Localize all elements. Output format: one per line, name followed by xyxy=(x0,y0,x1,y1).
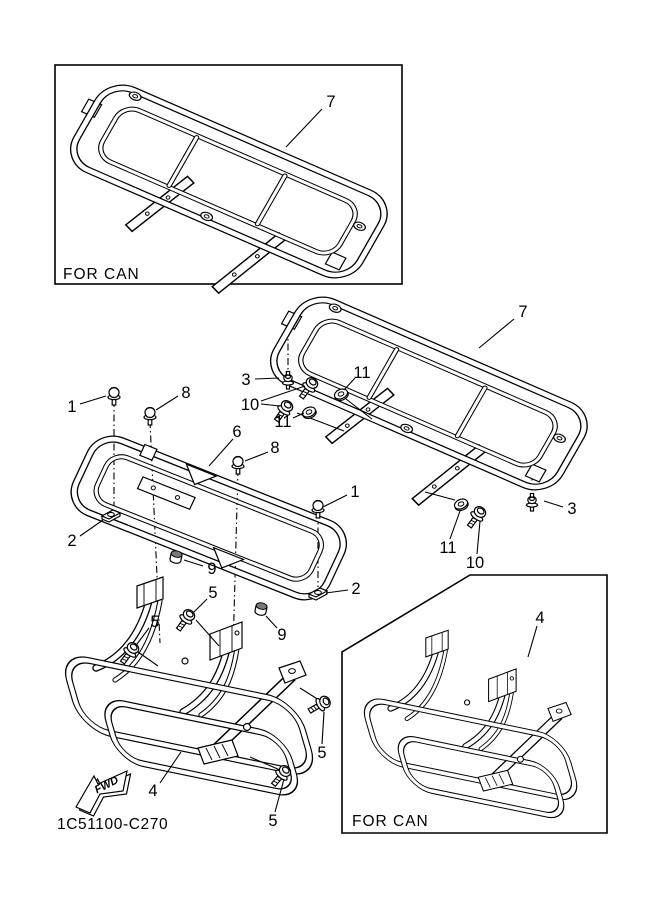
damper-9-right xyxy=(254,602,267,616)
callout-front-rack-6: 6 xyxy=(232,423,242,441)
callout-bumper-can-4: 4 xyxy=(535,609,545,627)
callout-bolt-1-right: 1 xyxy=(350,483,360,501)
bolt-3-right xyxy=(527,494,538,512)
callout-washer-11-mid-bottom: 11 xyxy=(274,413,292,431)
rear-carrier-rack-7-can xyxy=(29,76,394,330)
callout-bolt-5-top: 5 xyxy=(208,584,218,602)
callout-bolt-8-right: 8 xyxy=(270,439,280,457)
callout-bumper-4: 4 xyxy=(148,782,158,800)
callout-bolt-3-right: 3 xyxy=(567,500,577,518)
callout-bolt-10-right: 10 xyxy=(465,554,485,572)
fwd-label: FWD xyxy=(92,774,121,797)
fwd-direction-arrow xyxy=(76,771,131,816)
callout-bolt-5-bottom: 5 xyxy=(268,812,278,830)
clip-nut-2-right xyxy=(309,588,327,600)
callout-clip-2-left: 2 xyxy=(67,532,77,550)
bolt-8-left xyxy=(144,408,156,426)
fasteners xyxy=(102,372,538,790)
callout-rack-7: 7 xyxy=(518,303,528,321)
callout-damper-9-right: 9 xyxy=(277,626,287,644)
callout-rack-can-7: 7 xyxy=(326,93,336,111)
callout-washer-11-mid-top: 11 xyxy=(353,364,371,382)
assembly-centerlines xyxy=(114,329,532,700)
clip-nut-2-left xyxy=(102,510,120,522)
inset-top-caption: FOR CAN xyxy=(63,266,140,283)
callout-bolt-8-left: 8 xyxy=(181,384,191,402)
bolt-1-left xyxy=(108,388,120,406)
bolt-5-right xyxy=(306,693,333,717)
inset-bottom-caption: FOR CAN xyxy=(352,813,429,830)
callout-bolt-1-left: 1 xyxy=(67,398,77,416)
washer-11-right xyxy=(453,497,470,512)
callout-bolt-3-mid: 3 xyxy=(241,371,251,389)
drawing-number: 1C51100-C270 xyxy=(57,816,169,833)
callout-bolt-5-right: 5 xyxy=(317,744,327,762)
damper-9-left xyxy=(169,550,182,564)
callout-bolt-5-left: 5 xyxy=(150,613,160,631)
bolt-8-right xyxy=(232,457,244,475)
callout-bolt-10-mid: 10 xyxy=(240,396,260,414)
callout-clip-2-right: 2 xyxy=(351,580,361,598)
callout-damper-9-left: 9 xyxy=(207,560,217,578)
callout-washer-11-right: 11 xyxy=(439,539,457,557)
callout-labels xyxy=(67,93,576,830)
bolt-5-top xyxy=(173,607,198,634)
bolt-10-right xyxy=(464,504,489,531)
front-bumper-4-can xyxy=(361,630,586,823)
